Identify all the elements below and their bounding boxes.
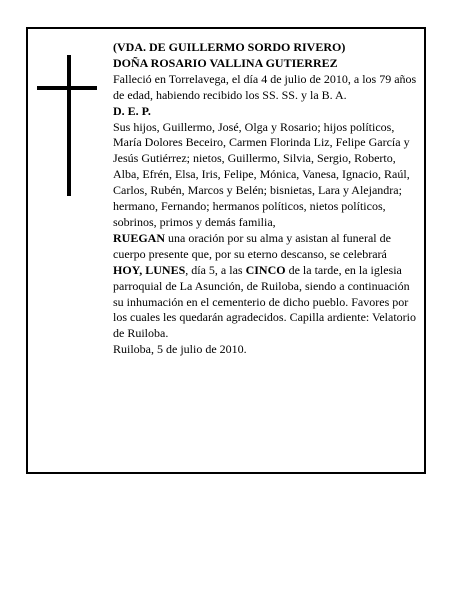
ruegan-word: RUEGAN xyxy=(113,230,166,245)
widow-of-line: (VDA. DE GUILLERMO SORDO RIVERO) xyxy=(113,40,346,54)
deceased-name: DOÑA ROSARIO VALLINA GUTIERREZ xyxy=(113,55,338,70)
request-text-2: , día 5, a las xyxy=(185,262,246,277)
family-list: Sus hijos, Guillermo, José, Olga y Rosario; hijos políticos, María Dolores Beceiro, Carmen Florinda Liz, Felipe García y Jesús Gutiérrez; nietos, Guillermo, Silvia, Sergio, Roberto, Alba, Efrén, Elsa, Iris, Felipe, Mónica, Vanesa, Ignacio, Raúl, Carlos, Rubén, Marcos y Belén; bisnietas, Lara y Alejandra; hermano, Fernando; hermanos políticos, nietos políticos, sobrinos, primos y demás familia, xyxy=(113,119,410,229)
funeral-request xyxy=(113,231,419,342)
obituary-text xyxy=(113,40,419,358)
dep-line: D. E. P. xyxy=(113,103,151,118)
day-emphasis: HOY, LUNES xyxy=(113,262,186,277)
cross-horizontal-bar xyxy=(37,86,97,90)
request-text-1: una oración por su alma y asistan al funeral de cuerpo presente que, por su eterno descanso, se celebrará xyxy=(113,230,391,261)
cross-vertical-bar xyxy=(67,55,71,196)
request-text-3: de la tarde, en la iglesia parroquial de La Asunción, de Ruiloba, siendo a continuación su inhumación en el cementerio de dicho pueblo. Favores por los cuales les quedarán agradecidos. Capilla ardiente: Velatorio de Ruiloba. xyxy=(113,262,416,341)
place-date: Ruiloba, 5 de julio de 2010. xyxy=(113,342,247,357)
death-notice: Falleció en Torrelavega, el día 4 de julio de 2010, a los 79 años de edad, habiendo recibido los SS. SS. y la B. A. xyxy=(113,71,417,102)
hour-emphasis: CINCO xyxy=(245,262,286,277)
